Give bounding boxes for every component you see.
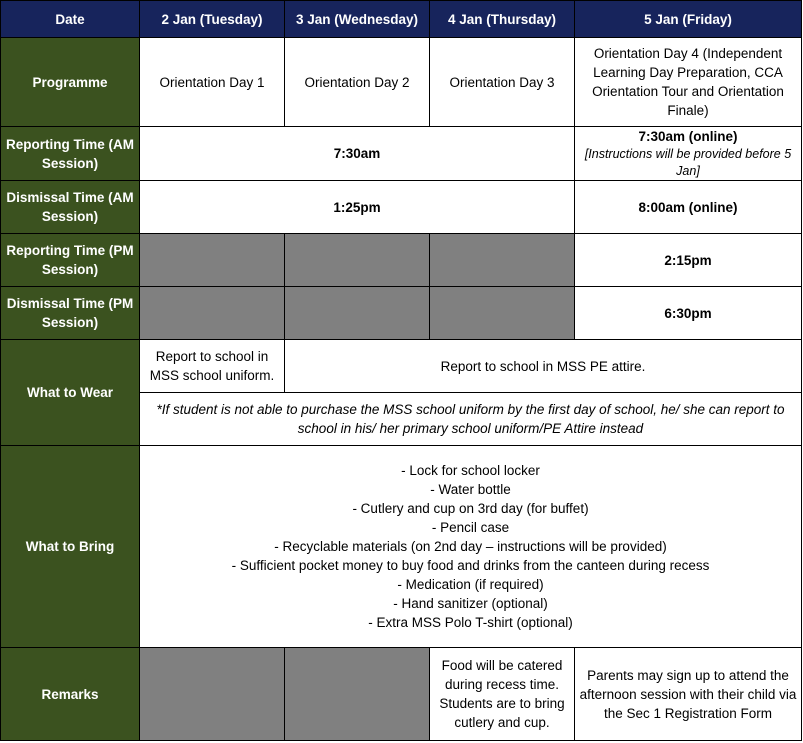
header-day-1: 2 Jan (Tuesday) xyxy=(140,1,285,38)
programme-label: Programme xyxy=(1,38,140,127)
bring-item: - Lock for school locker xyxy=(401,463,540,478)
bring-list-cell xyxy=(140,446,802,648)
header-day-3: 4 Jan (Thursday) xyxy=(430,1,575,38)
reporting-pm-row xyxy=(1,234,802,287)
reporting-pm-day-3-empty xyxy=(430,234,575,287)
remarks-day-2-empty xyxy=(285,648,430,741)
wear-label: What to Wear xyxy=(1,340,140,446)
bring-row xyxy=(1,446,802,648)
remarks-label: Remarks xyxy=(1,648,140,741)
reporting-pm-day-2-empty xyxy=(285,234,430,287)
reporting-pm-day-1-empty xyxy=(140,234,285,287)
dismissal-pm-label: Dismissal Time (PM Session) xyxy=(1,287,140,340)
wear-days-2-4: Report to school in MSS PE attire. xyxy=(285,340,802,393)
wear-row xyxy=(1,340,802,393)
bring-item: - Extra MSS Polo T-shirt (optional) xyxy=(368,615,573,630)
reporting-pm-label: Reporting Time (PM Session) xyxy=(1,234,140,287)
header-day-4: 5 Jan (Friday) xyxy=(575,1,802,38)
reporting-am-day4-note: [Instructions will be provided before 5 Jan] xyxy=(584,147,792,178)
wear-day-1: Report to school in MSS school uniform. xyxy=(140,340,285,393)
programme-day-4: Orientation Day 4 (Independent Learning Day Preparation, CCA Orientation Tour and Orientation Finale) xyxy=(575,38,802,127)
dismissal-pm-day-2-empty xyxy=(285,287,430,340)
dismissal-am-day4-time: 8:00am xyxy=(638,199,686,215)
reporting-am-day-4: 7:30am (online) [Instructions will be provided before 5 Jan] xyxy=(575,127,802,181)
wear-note: *If student is not able to purchase the MSS school uniform by the first day of school, he/ she can report to school in his/ her primary school uniform/PE Attire instead xyxy=(140,393,802,446)
header-day-2: 3 Jan (Wednesday) xyxy=(285,1,430,38)
dismissal-am-day4-mode: online xyxy=(693,199,734,215)
bring-list xyxy=(144,461,797,632)
reporting-am-row xyxy=(1,127,802,181)
reporting-am-day4-time: 7:30am xyxy=(638,129,686,144)
dismissal-pm-day-1-empty xyxy=(140,287,285,340)
bring-label: What to Bring xyxy=(1,446,140,648)
header-date: Date xyxy=(1,1,140,38)
dismissal-am-label: Dismissal Time (AM Session) xyxy=(1,181,140,234)
reporting-pm-day-4: 2:15pm xyxy=(575,234,802,287)
dismissal-pm-day-4: 6:30pm xyxy=(575,287,802,340)
bring-item: - Water bottle xyxy=(430,482,511,497)
bring-item: - Medication (if required) xyxy=(397,577,544,592)
dismissal-am-day-4: 8:00am (online) xyxy=(575,181,802,234)
header-row xyxy=(1,1,802,38)
dismissal-pm-day-3-empty xyxy=(430,287,575,340)
programme-day-3: Orientation Day 3 xyxy=(430,38,575,127)
programme-day-1: Orientation Day 1 xyxy=(140,38,285,127)
reporting-am-day4-mode: online xyxy=(693,129,734,144)
dismissal-pm-row xyxy=(1,287,802,340)
remarks-day-3: Food will be catered during recess time. Students are to bring cutlery and cup. xyxy=(430,648,575,741)
bring-item: - Recyclable materials (on 2nd day – instructions will be provided) xyxy=(274,539,667,554)
remarks-day-1-empty xyxy=(140,648,285,741)
programme-row xyxy=(1,38,802,127)
reporting-am-days-1-3: 7:30am xyxy=(140,127,575,181)
programme-day-2: Orientation Day 2 xyxy=(285,38,430,127)
dismissal-am-row xyxy=(1,181,802,234)
reporting-am-label: Reporting Time (AM Session) xyxy=(1,127,140,181)
bring-item: - Pencil case xyxy=(431,520,510,535)
bring-item: - Cutlery and cup on 3rd day (for buffet) xyxy=(352,501,589,516)
dismissal-am-days-1-3: 1:25pm xyxy=(140,181,575,234)
remarks-row xyxy=(1,648,802,741)
bring-item: - Sufficient pocket money to buy food and drinks from the canteen during recess xyxy=(231,558,710,573)
bring-item: - Hand sanitizer (optional) xyxy=(393,596,548,611)
remarks-day-4: Parents may sign up to attend the afternoon session with their child via the Sec 1 Registration Form xyxy=(575,648,802,741)
